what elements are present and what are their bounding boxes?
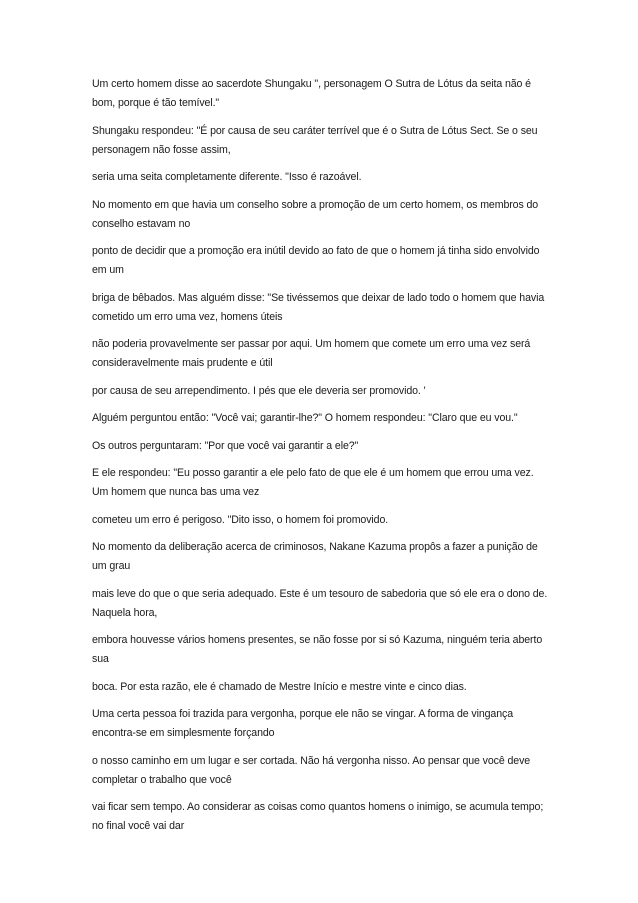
paragraph: por causa de seu arrependimento. I pés que ele deveria ser promovido. ' [92,384,426,397]
paragraph: Shungaku respondeu: "É por causa de seu caráter terrível que é o Sutra de Lótus Sect. Se o seu personagem não fosse assim, [92,124,538,156]
paragraph: Alguém perguntou então: "Você vai; garantir-lhe?" O homem respondeu: "Claro que eu vou." [92,412,518,424]
paragraph: vai ficar sem tempo. Ao considerar as coisas como quantos homens o inimigo, se acumula tempo; no final você vai dar [92,801,544,832]
paragraph: Um certo homem disse ao sacerdote Shungaku ", personagem O Sutra de Lótus da seita não é bom, porque é tão temível." [92,78,531,109]
paragraph: cometeu um erro é perigoso. "Dito isso, o homem foi promovido. [92,513,389,526]
paragraph: Uma certa pessoa foi trazida para vergonha, porque ele não se vingar. A forma de vingança encontra-se em simplesmente forçando [92,708,514,739]
paragraph: boca. Por esta razão, ele é chamado de Mestre Início e mestre vinte e cinco dias. [92,680,467,693]
paragraph: Os outros perguntaram: "Por que você vai garantir a ele?" [92,439,359,452]
paragraph: embora houvesse vários homens presentes, se não fosse por si só Kazuma, ninguém teria aberto sua [92,634,543,665]
paragraph: ponto de decidir que a promoção era inútil devido ao fato de que o homem já tinha sido envolvido em um [92,245,540,276]
paragraph: No momento em que havia um conselho sobre a promoção de um certo homem, os membros do conselho estavam no [92,198,539,230]
paragraph: briga de bêbados. Mas alguém disse: "Se tivéssemos que deixar de lado todo o homem que havia cometido um erro uma vez, homens úteis [92,291,545,323]
paragraph: não poderia provavelmente ser passar por aqui. Um homem que comete um erro uma vez será consideravelmente mais prudente e útil [92,338,531,369]
paragraph: seria uma seita completamente diferente. "Isso é razoável. [92,171,362,183]
paragraph: E ele respondeu: "Eu posso garantir a ele pelo fato de que ele é um homem que errou uma vez. Um homem que nunca bas uma vez [92,467,534,498]
paragraph: o nosso caminho em um lugar e ser cortada. Não há vergonha nisso. Ao pensar que você deve completar o trabalho que você [92,754,531,786]
document-body [92,75,552,845]
paragraph: No momento da deliberação acerca de criminosos, Nakane Kazuma propôs a fazer a punição de um grau [92,541,538,572]
paragraph: mais leve do que o que seria adequado. Este é um tesouro de sabedoria que só ele era o dono de. Naquela hora, [92,587,548,619]
